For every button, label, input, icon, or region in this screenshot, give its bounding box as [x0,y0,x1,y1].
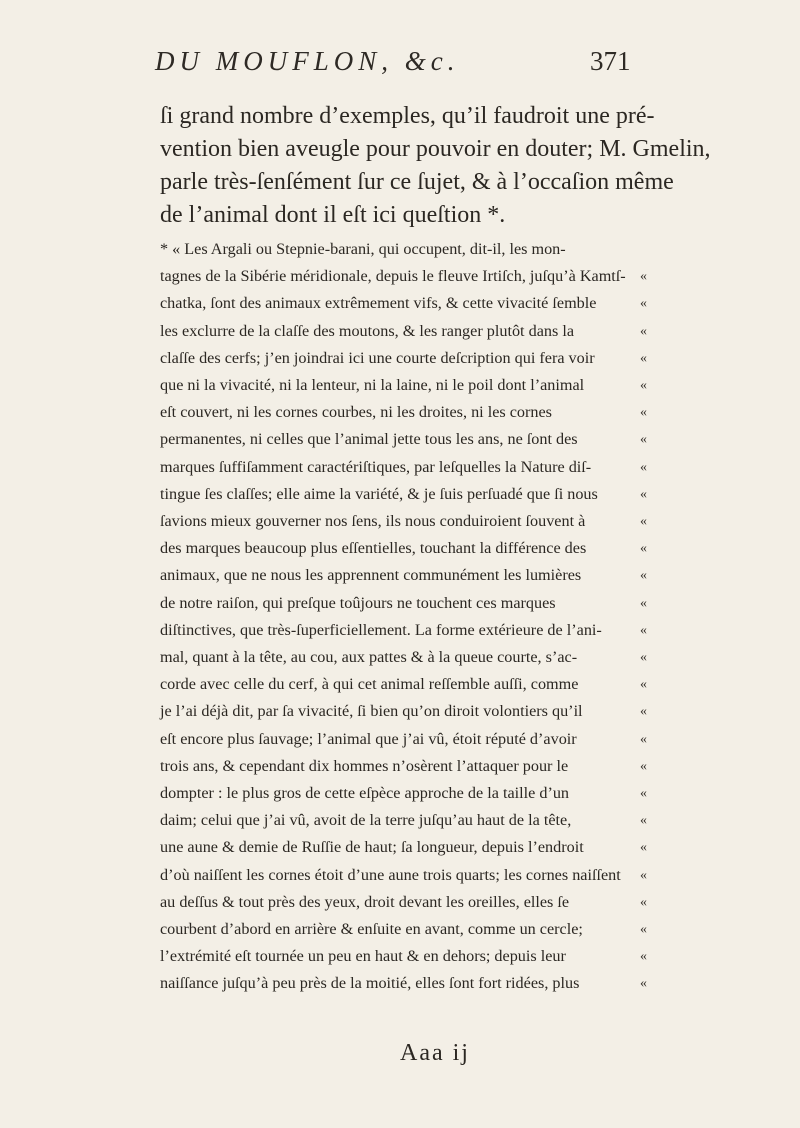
footnote-line-text: chatka, ſont des animaux extrêmement vifs, & cette vivacité ſemble [160,294,597,313]
footnote-line [160,780,647,807]
footnote-line-text: marques ſuffiſamment caractériſtiques, par leſquelles la Nature diſ- [160,457,592,476]
footnote-line [160,889,647,916]
quotation-margin-mark: « [640,650,647,666]
text-line: ſi grand nombre d’exemples, qu’il faudroit une pré- [160,103,655,129]
footnote-line [160,263,647,290]
footnote-line [160,753,647,780]
footnote-line-text: daim; celui que j’ai vû, avoit de la terre juſqu’au haut de la tête, [160,811,572,830]
quotation-margin-mark: « [640,514,647,530]
footnote-line-text: au deſſus & tout près des yeux, droit devant les oreilles, elles ſe [160,892,570,911]
footnote-line [160,372,647,399]
footnote-line [160,807,647,834]
quotation-margin-mark: « [640,486,647,502]
footnote-line [160,345,647,372]
footnote-line [160,236,635,263]
footnote-line-text: eſt couvert, ni les cornes courbes, ni les droites, ni les cornes [160,403,552,422]
footnote-line-text: l’extrémité eſt tournée un peu en haut & en dehors; depuis leur [160,947,566,966]
footnote-line-text: corde avec celle du cerf, à qui cet animal reſſemble auſſi, comme [160,675,579,694]
footnote-line [160,698,647,725]
footnote-line [160,318,647,345]
footnote-line-text: de notre raiſon, qui preſque toûjours ne touchent ces marques [160,593,556,612]
signature-mark: Aaa ij [400,1040,470,1066]
quotation-margin-mark: « [640,704,647,720]
footnote-line [160,970,647,997]
footnote-line [160,508,647,535]
footnote-line [160,590,647,617]
quotation-margin-mark: « [640,677,647,693]
footnote-line-text: eſt encore plus ſauvage; l’animal que j’ai vû, étoit réputé d’avoir [160,729,577,748]
footnote-line-text: une aune & demie de Ruſſie de haut; ſa longueur, depuis l’endroit [160,838,584,857]
footnote-line [160,535,647,562]
quotation-margin-mark: « [640,622,647,638]
footnote-line-text: ſavions mieux gouverner nos ſens, ils nous conduiroient ſouvent à [160,512,586,531]
quotation-margin-mark: « [640,894,647,910]
footnote-line-text: trois ans, & cependant dix hommes n’osèrent l’attaquer pour le [160,756,569,775]
footnote-line-text: diſtinctives, que très-ſuperficiellement. La forme extérieure de l’ani- [160,620,602,639]
footnote-line [160,644,647,671]
footnote-line-text: mal, quant à la tête, au cou, aux pattes & à la queue courte, s’ac- [160,648,578,667]
quotation-margin-mark: « [640,323,647,339]
quotation-margin-mark: « [640,595,647,611]
text-line: de l’animal dont il eſt ici queſtion *. [160,202,506,228]
quotation-margin-mark: « [640,350,647,366]
footnote-line [160,617,647,644]
footnote-line-text: naiſſance juſqu’à peu près de la moitié, elles ſont fort ridées, plus [160,974,580,993]
footnote-line [160,862,647,889]
footnote-line-text: d’où naiſſent les cornes étoit d’une aune trois quarts; les cornes naiſſent [160,865,621,884]
footnote-line [160,916,647,943]
quotation-margin-mark: « [640,405,647,421]
footnote-line-text: je l’ai déjà dit, par ſa vivacité, ſi bien qu’on diroit volontiers qu’il [160,702,583,721]
footnote-line-text: tingue ſes claſſes; elle aime la variété, & je ſuis perſuadé que ſi nous [160,484,598,503]
quotation-margin-mark: « [640,976,647,992]
quotation-margin-mark: « [640,813,647,829]
main-paragraph [160,100,711,232]
quotation-margin-mark: « [640,867,647,883]
footnote-line [160,290,647,317]
footnote-line [160,943,647,970]
quotation-margin-mark: « [640,786,647,802]
footnote-line [160,399,647,426]
quotation-margin-mark: « [640,269,647,285]
footnote-line [160,426,647,453]
footnote-line-text: dompter : le plus gros de cette eſpèce approche de la taille d’un [160,784,570,803]
quotation-margin-mark: « [640,296,647,312]
footnote-line [160,562,647,589]
running-title: DU MOUFLON, &c. [155,46,460,76]
text-line: parle très-ſenſément ſur ce ſujet, & à l’occaſion même [160,169,674,195]
page-number: 371 [590,46,631,76]
quotation-margin-mark: « [640,758,647,774]
footnote-line-text: * « Les Argali ou Stepnie-barani, qui occupent, dit-il, les mon- [160,240,566,258]
quotation-margin-mark: « [640,922,647,938]
footnote-line-text: que ni la vivacité, ni la lenteur, ni la laine, ni le poil dont l’animal [160,376,585,395]
quotation-margin-mark: « [640,432,647,448]
quotation-margin-mark: « [640,840,647,856]
quotation-margin-mark: « [640,731,647,747]
quotation-margin-mark: « [640,541,647,557]
quotation-margin-mark: « [640,459,647,475]
quotation-margin-mark: « [640,568,647,584]
footnote-line [160,671,647,698]
footnote-line [160,726,647,753]
footnote-line-text: tagnes de la Sibérie méridionale, depuis le fleuve Irtiſch, juſqu’à Kamtſ- [160,267,626,286]
quotation-margin-mark: « [640,378,647,394]
footnote-line-text: courbent d’abord en arrière & enſuite en avant, comme un cercle; [160,920,583,939]
footnote [160,236,647,998]
footnote-line [160,834,647,861]
text-line: vention bien aveugle pour pouvoir en douter; M. Gmelin, [160,136,711,162]
footnote-line [160,481,647,508]
quotation-margin-mark: « [640,949,647,965]
footnote-line-text: des marques beaucoup plus eſſentielles, touchant la différence des [160,539,587,558]
footnote-line-text: les exclurre de la claſſe des moutons, & les ranger plutôt dans la [160,321,574,340]
footnote-line [160,454,647,481]
footnote-line-text: claſſe des cerfs; j’en joindrai ici une courte deſcription qui fera voir [160,348,595,367]
footnote-line-text: permanentes, ni celles que l’animal jette tous les ans, ne ſont des [160,430,578,449]
footnote-line-text: animaux, que ne nous les apprennent communément les lumières [160,566,582,585]
